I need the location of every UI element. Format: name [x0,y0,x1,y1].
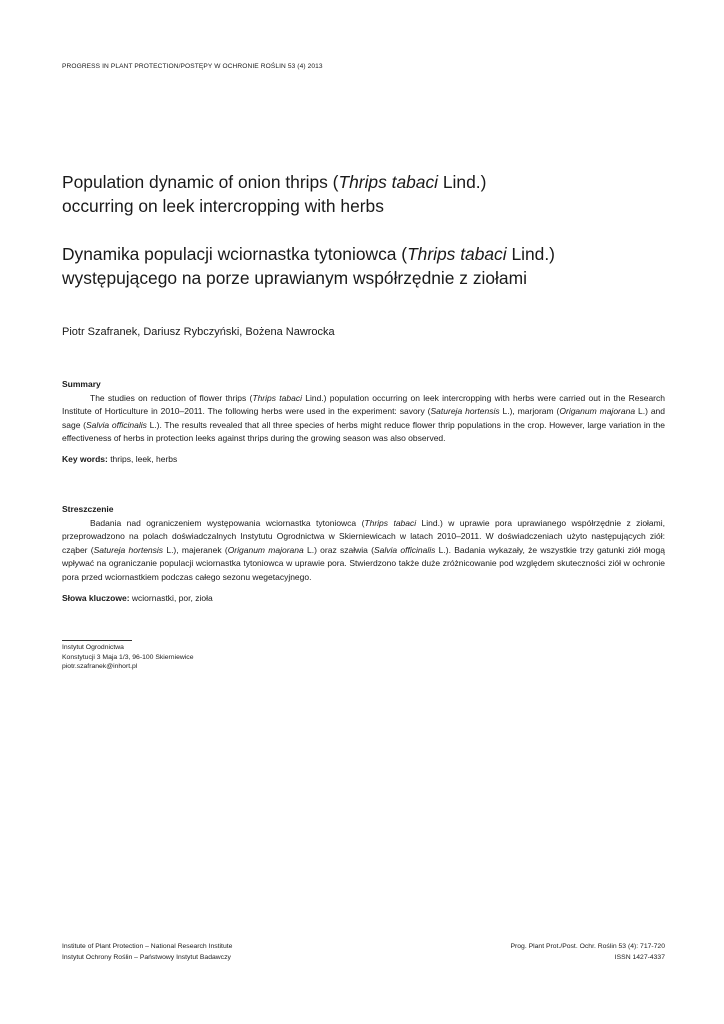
streszczenie-text-part: L.). Badania wykazały, że wszystkie trzy gatunki ziół mogą wpływać na ograniczanie populacji wciornastka tytoniowca w uprawie pora. Stwierdzono także duże zróżnicowanie pod względem skuteczności ziół w ochronie pora przed wciornastkiem podczas całego sezonu wegetacyjnego. [62,544,665,582]
streszczenie-species-4: Salvia officinalis [373,544,436,555]
summary-species-4: Salvia officinalis [86,419,147,430]
summary-species-3: Origanum majorana [559,406,636,417]
streszczenie-text-part: Lind.) w uprawie pora uprawianego współrzędnie z ziołami, przeprowadzono na polach doświadczalnych Instytutu Ogrodnictwa w Skierniewicach w latach 2010–2011. W doświadczeniach użyto następujących ziół: cząber ( [62,517,665,555]
summary-text [62,392,665,446]
slowa-kluczowe-value: wciornastki, por, zioła [129,592,213,603]
affiliation-email: piotr.szafranek@inhort.pl [62,663,138,671]
streszczenie-text-part: L.), majeranek ( [163,544,228,555]
affiliation-institution: Instytut Ogrodnictwa [62,644,124,651]
streszczenie-species-3: Origanum majorana [227,544,304,555]
streszczenie-heading: Streszczenie [62,504,114,514]
title-pl-line1-pre: Dynamika populacji wciornastka tytoniowca ( [62,244,408,264]
key-words-value: thrips, leek, herbs [107,453,178,464]
streszczenie-section [62,503,665,605]
summary-section [62,378,665,467]
summary-text-part: The studies on reduction of flower thrips ( [90,392,253,403]
summary-heading: Summary [62,379,101,389]
title-polish [62,242,672,290]
footnote-divider [62,640,132,641]
key-words-label: Key words: [62,453,108,464]
title-english [62,170,672,218]
running-head: PROGRESS IN PLANT PROTECTION/POSTĘPY W OCHRONIE ROŚLIN 53 (4) 2013 [62,63,323,70]
title-en-line1-pre: Population dynamic of onion thrips ( [62,172,339,192]
affiliation-address: Konstytucji 3 Maja 1/3, 96-100 Skierniewice [62,653,194,661]
affiliation-footnote [62,643,193,672]
footer-publisher [62,942,232,963]
slowa-kluczowe [62,592,665,606]
title-en-line2: occurring on leek intercropping with herbs [62,196,384,216]
footer-citation [510,942,665,963]
footer-publisher-pl: Instytut Ochrony Roślin – Państwowy Instytut Badawczy [62,953,231,961]
summary-species-1: Thrips tabaci [252,392,302,403]
authors: Piotr Szafranek, Dariusz Rybczyński, Bożena Nawrocka [62,326,335,338]
streszczenie-text-part: L.) oraz szałwia ( [303,544,374,555]
summary-text-part: L.), marjoram ( [499,406,560,417]
streszczenie-text [62,517,665,585]
title-en-species: Thrips tabaci [338,172,439,192]
summary-text-part: Lind.) population occurring on leek intercropping with herbs were carried out in the Research Institute of Horticulture in 2010–2011. The following herbs were used in the experiment: savory ( [62,392,665,417]
footer-issn: ISSN 1427-4337 [614,953,665,961]
streszczenie-species-1: Thrips tabaci [364,517,417,528]
streszczenie-species-2: Satureja hortensis [93,544,164,555]
title-pl-species: Thrips tabaci [407,244,507,264]
footer-publisher-en: Institute of Plant Protection – National Research Institute [62,943,233,950]
summary-species-2: Satureja hortensis [430,406,500,417]
key-words [62,453,665,467]
title-pl-line1-post: Lind.) [506,244,555,264]
summary-text-part: L.) and sage ( [62,406,666,430]
title-en-line1-post: Lind.) [438,172,487,192]
summary-text-part: L.). The results revealed that all three species of herbs might reduce flower thrip populations in the crop. However, large variation in the effectiveness of herbs in protection leeks against thrips during the growing season was also observed. [62,419,665,444]
title-pl-line2: występującego na porze uprawianym współrzędnie z ziołami [62,268,527,288]
streszczenie-text-part: Badania nad ograniczeniem występowania wciornastka tytoniowca ( [90,517,365,528]
slowa-kluczowe-label: Słowa kluczowe: [62,592,130,603]
footer-citation-ref: Prog. Plant Prot./Post. Ochr. Roślin 53 (4): 717-720 [510,943,665,950]
